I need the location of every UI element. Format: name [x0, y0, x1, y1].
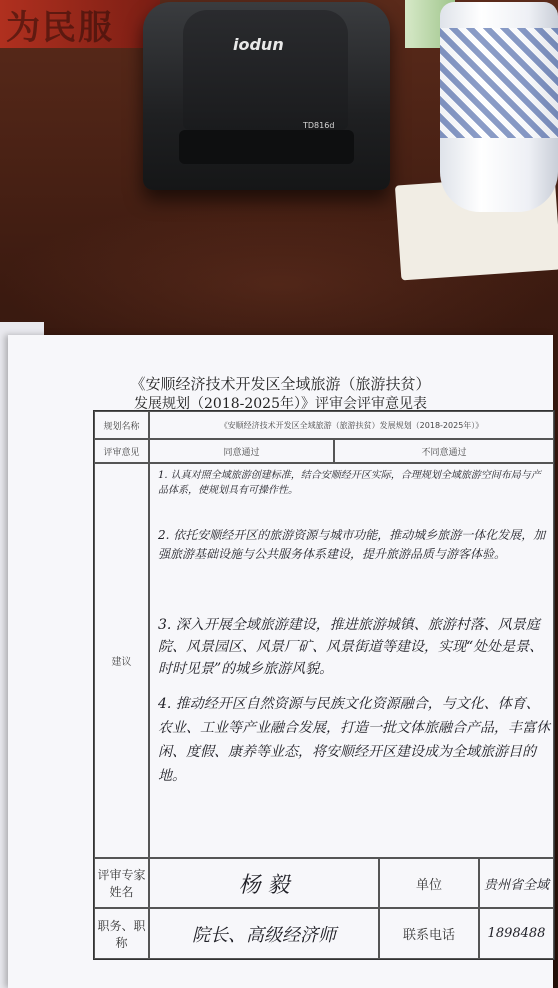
- position-value: 院长、高级经济师: [149, 908, 379, 959]
- suggestion-4: 4. 推动经开区自然资源与民族文化资源融合，与文化、体育、农业、工业等产业融合发展，打造一批文体旅融合产品，丰富休闲、度假、康养等业态，将安顺经开区建设成为全域旅游目的地。: [158, 696, 550, 784]
- suggestion-3: 3. 深入开展全域旅游建设，推进旅游城镇、旅游村落、风景庭院、风景园区、风景厂矿、风景街道等建设，实现“处处是景、时时见景”的城乡旅游风貌。: [158, 617, 544, 677]
- form-table: [93, 410, 555, 960]
- opinion-label: 评审意见: [94, 439, 149, 463]
- plan-name-value: 《安顺经济技术开发区全域旅游（旅游扶贫）发展规划（2018-2025年）》: [149, 411, 554, 439]
- plan-name-label: 规划名称: [94, 411, 149, 439]
- agree-option: 同意通过: [149, 439, 334, 463]
- unit-value: 贵州省全域: [479, 858, 554, 908]
- expert-name: 杨 毅: [149, 858, 379, 908]
- suggestion-label: 建议: [94, 463, 149, 858]
- suggestion-area: [149, 463, 554, 858]
- phone-brand: iodun: [233, 35, 284, 54]
- form-title-line2: 发展规划（2018-2025年）》评审会评审意见表: [134, 396, 427, 412]
- cup-pattern: [440, 28, 558, 138]
- phone-value: 1898488: [479, 908, 554, 959]
- desk-phone: [143, 2, 390, 190]
- unit-label: 单位: [379, 858, 479, 908]
- disagree-option: 不同意通过: [334, 439, 554, 463]
- position-label: 职务、职称: [94, 908, 149, 959]
- suggestion-1: 1. 认真对照全域旅游创建标准，结合安顺经开区实际，合理规划全域旅游空间布局与产品体系，使规划具有可操作性。: [158, 470, 541, 496]
- phone-label: 联系电话: [379, 908, 479, 959]
- expert-label: 评审专家姓名: [94, 858, 149, 908]
- phone-model: TD816d: [303, 121, 335, 130]
- form-title-line1: 《安顺经济技术开发区全域旅游（旅游扶贫）: [130, 375, 431, 393]
- phone-handset: [183, 10, 348, 130]
- tea-cup: [440, 2, 558, 212]
- red-banner: [0, 0, 160, 48]
- phone-keypad: [179, 130, 354, 164]
- suggestion-2: 2. 依托安顺经开区的旅游资源与城市功能，推动城乡旅游一体化发展，加强旅游基础设施与公共服务体系建设，提升旅游品质与游客体验。: [158, 528, 546, 561]
- review-form: [8, 335, 553, 988]
- banner-text: 为民服: [6, 8, 114, 48]
